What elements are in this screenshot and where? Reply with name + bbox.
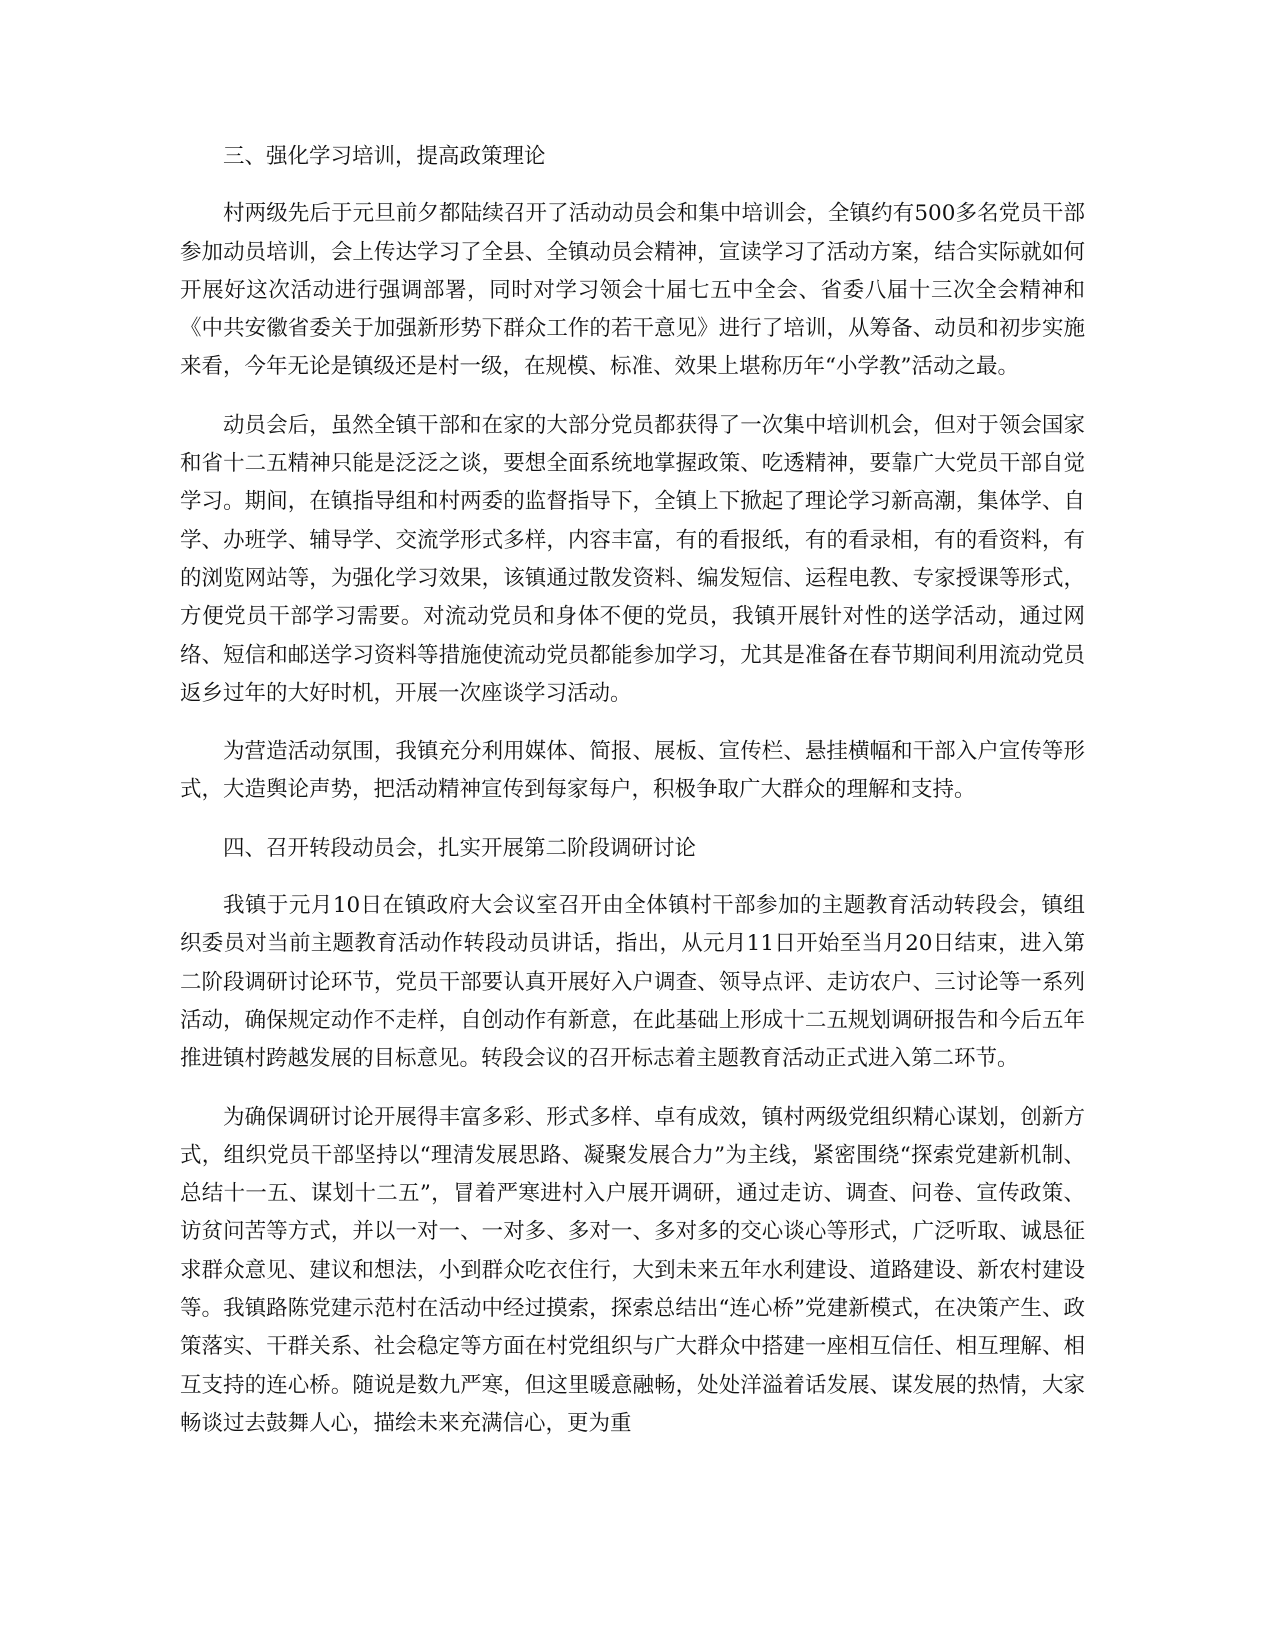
paragraph: 村两级先后于元旦前夕都陆续召开了活动动员会和集中培训会，全镇约有500多名党员干部参加动员培训，会上传达学习了全县、全镇动员会精神，宣读学习了活动方案，结合实际就如何开展好这次活动进行强调部署，同时对学习领会十届七五中全会、省委八届十三次全会精神和《中共安徽省委关于加强新形势下群众工作的若干意见》进行了培训，从筹备、动员和初步实施来看，今年无论是镇级还是村一级，在规模、标准、效果上堪称历年“小学教”活动之最。 (180, 201, 1085, 380)
paragraph: 动员会后，虽然全镇干部和在家的大部分党员都获得了一次集中培训机会，但对于领会国家和省十二五精神只能是泛泛之谈，要想全面系统地掌握政策、吃透精神，要靠广大党员干部自觉学习。期间，在镇指导组和村两委的监督指导下，全镇上下掀起了理论学习新高潮，集体学、自学、办班学、辅导学、交流学形式多样，内容丰富，有的看报纸，有的看录相，有的看资料，有的浏览网站等，为强化学习效果，该镇通过散发资料、编发短信、运程电教、专家授课等形式，方便党员干部学习需要。对流动党员和身体不便的党员，我镇开展针对性的送学活动，通过网络、短信和邮送学习资料等措施使流动党员都能参加学习，尤其是准备在春节期间利用流动党员返乡过年的大好时机，开展一次座谈学习活动。 (180, 412, 1085, 706)
section-heading-4: 四、召开转段动员会，扎实开展第二阶段调研讨论 (223, 835, 697, 861)
section-heading-3: 三、强化学习培训，提高政策理论 (223, 144, 546, 169)
paragraph: 为确保调研讨论开展得丰富多彩、形式多样、卓有成效，镇村两级党组织精心谋划，创新方式，组织党员干部坚持以“理清发展思路、凝聚发展合力”为主线，紧密围绕“探索党建新机制、总结十一五、谋划十二五”，冒着严寒进村入户展开调研，通过走访、调查、问卷、宣传政策、访贫问苦等方式，并以一对一、一对多、多对一、多对多的交心谈心等形式，广泛听取、诚恳征求群众意见、建议和想法，小到群众吃衣住行，大到未来五年水利建设、道路建设、新农村建设等。我镇路陈党建示范村在活动中经过摸索，探索总结出“连心桥”党建新模式，在决策产生、政策落实、干群关系、社会稳定等方面在村党组织与广大群众中搭建一座相互信任、相互理解、相互支持的连心桥。随说是数九严寒，但这里暖意融畅，处处洋溢着话发展、谋发展的热情，大家畅谈过去鼓舞人心，描绘未来充满信心，更为重 (180, 1104, 1085, 1436)
paragraph: 为营造活动氛围，我镇充分利用媒体、简报、展板、宣传栏、悬挂横幅和干部入户宣传等形式，大造舆论声势，把活动精神宣传到每家每户，积极争取广大群众的理解和支持。 (180, 739, 1085, 803)
document-body (180, 138, 1085, 1463)
paragraph: 我镇于元月10日在镇政府大会议室召开由全体镇村干部参加的主题教育活动转段会，镇组织委员对当前主题教育活动作转段动员讲话，指出，从元月11日开始至当月20日结束，进入第二阶段调研讨论环节，党员干部要认真开展好入户调查、领导点评、走访农户、三讨论等一系列活动，确保规定动作不走样，自创动作有新意，在此基础上形成十二五规划调研报告和今后五年推进镇村跨越发展的目标意见。转段会议的召开标志着主题教育活动正式进入第二环节。 (180, 893, 1085, 1072)
